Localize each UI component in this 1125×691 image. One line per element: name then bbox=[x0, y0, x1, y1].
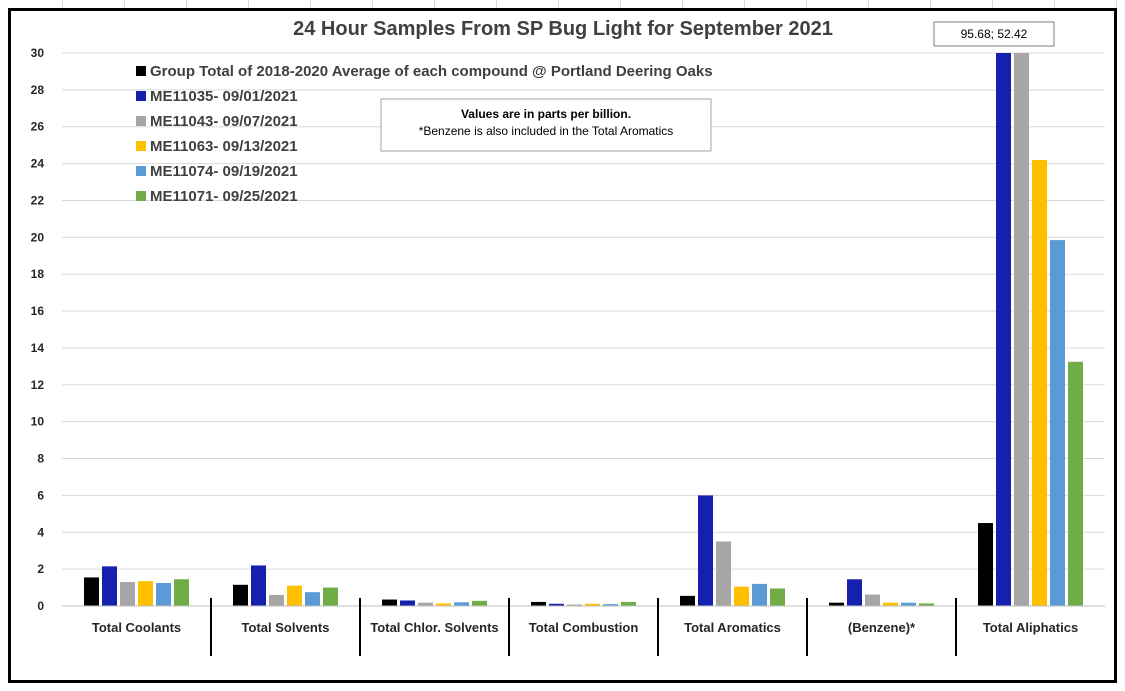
bar[interactable] bbox=[102, 566, 117, 606]
bar[interactable] bbox=[734, 587, 749, 606]
category-label: Total Coolants bbox=[91, 620, 182, 635]
bar[interactable] bbox=[1050, 240, 1065, 606]
bar[interactable] bbox=[269, 595, 284, 606]
legend-label: ME11074- 09/19/2021 bbox=[150, 163, 298, 180]
category-label: (Benzene)* bbox=[847, 620, 916, 635]
legend-swatch bbox=[136, 166, 146, 176]
y-tick-label: 0 bbox=[37, 599, 44, 613]
y-tick-label: 20 bbox=[30, 230, 44, 245]
bar[interactable] bbox=[531, 602, 546, 606]
bar[interactable] bbox=[305, 592, 320, 606]
bar[interactable] bbox=[454, 602, 469, 606]
bar[interactable] bbox=[323, 588, 338, 606]
legend-entry[interactable] bbox=[136, 88, 298, 105]
bar[interactable] bbox=[996, 53, 1011, 606]
bar[interactable] bbox=[847, 579, 862, 606]
bar[interactable] bbox=[770, 588, 785, 606]
category-label: Total Aliphatics bbox=[982, 620, 1079, 635]
legend-label: Group Total of 2018-2020 Average of each compound @ Portland Deering Oaks bbox=[150, 63, 713, 80]
bar[interactable] bbox=[382, 600, 397, 606]
legend-swatch bbox=[136, 191, 146, 201]
category-label: Total Combustion bbox=[528, 620, 639, 635]
y-tick-label: 14 bbox=[30, 340, 44, 355]
bar[interactable] bbox=[621, 602, 636, 606]
overflow-callout-label: 95.68; 52.42 bbox=[960, 27, 1028, 41]
chart-title: 24 Hour Samples From SP Bug Light for September 2021 bbox=[293, 18, 833, 40]
y-tick-label: 2 bbox=[37, 562, 44, 577]
legend-swatch bbox=[136, 91, 146, 101]
note-box bbox=[381, 99, 711, 151]
bar[interactable] bbox=[1068, 362, 1083, 606]
legend-entry[interactable] bbox=[136, 138, 298, 155]
bar[interactable] bbox=[84, 577, 99, 606]
category-label: Total Solvents bbox=[241, 620, 330, 635]
bar[interactable] bbox=[698, 495, 713, 606]
category-label: Total Chlor. Solvents bbox=[370, 620, 499, 635]
legend-label: ME11035- 09/01/2021 bbox=[150, 88, 298, 105]
bar[interactable] bbox=[472, 601, 487, 606]
bar[interactable] bbox=[120, 582, 135, 606]
bar[interactable] bbox=[138, 581, 153, 606]
bar[interactable] bbox=[287, 586, 302, 606]
legend-entry[interactable] bbox=[136, 63, 713, 80]
y-tick-label: 22 bbox=[30, 193, 44, 208]
legend-entry[interactable] bbox=[136, 163, 298, 180]
overflow-callout bbox=[934, 22, 1054, 46]
y-tick-label: 6 bbox=[37, 488, 44, 503]
y-tick-label: 16 bbox=[30, 304, 44, 319]
bar[interactable] bbox=[233, 585, 248, 606]
legend-swatch bbox=[136, 66, 146, 76]
bar[interactable] bbox=[156, 583, 171, 606]
y-tick-label: 12 bbox=[30, 377, 44, 392]
bar[interactable] bbox=[400, 600, 415, 606]
bar[interactable] bbox=[680, 596, 695, 606]
bar[interactable] bbox=[174, 579, 189, 606]
legend-entry[interactable] bbox=[136, 188, 298, 205]
bar[interactable] bbox=[1014, 53, 1029, 606]
legend-label: ME11043- 09/07/2021 bbox=[150, 113, 298, 130]
legend-entry[interactable] bbox=[136, 113, 298, 130]
y-tick-label: 4 bbox=[37, 525, 44, 540]
legend-swatch bbox=[136, 116, 146, 126]
y-tick-label: 18 bbox=[30, 267, 44, 282]
y-axis-ticks bbox=[31, 46, 45, 613]
legend-label: ME11063- 09/13/2021 bbox=[150, 138, 298, 155]
y-tick-label: 28 bbox=[30, 82, 44, 97]
bar[interactable] bbox=[752, 584, 767, 606]
y-tick-label: 10 bbox=[30, 414, 44, 429]
legend-label: ME11071- 09/25/2021 bbox=[150, 188, 298, 205]
y-tick-label: 24 bbox=[30, 156, 44, 171]
bar[interactable] bbox=[716, 541, 731, 606]
note-title: Values are in parts per billion. bbox=[460, 107, 632, 121]
y-tick-label: 26 bbox=[30, 119, 44, 134]
category-label: Total Aromatics bbox=[684, 620, 781, 635]
note-text: *Benzene is also included in the Total Aromatics bbox=[418, 124, 674, 138]
bar[interactable] bbox=[978, 523, 993, 606]
bar[interactable] bbox=[1032, 160, 1047, 606]
legend-swatch bbox=[136, 141, 146, 151]
category-labels bbox=[92, 598, 1078, 656]
y-tick-label: 8 bbox=[37, 451, 44, 466]
bar[interactable] bbox=[865, 595, 880, 606]
bar[interactable] bbox=[251, 565, 266, 606]
y-tick-label: 30 bbox=[30, 46, 44, 60]
